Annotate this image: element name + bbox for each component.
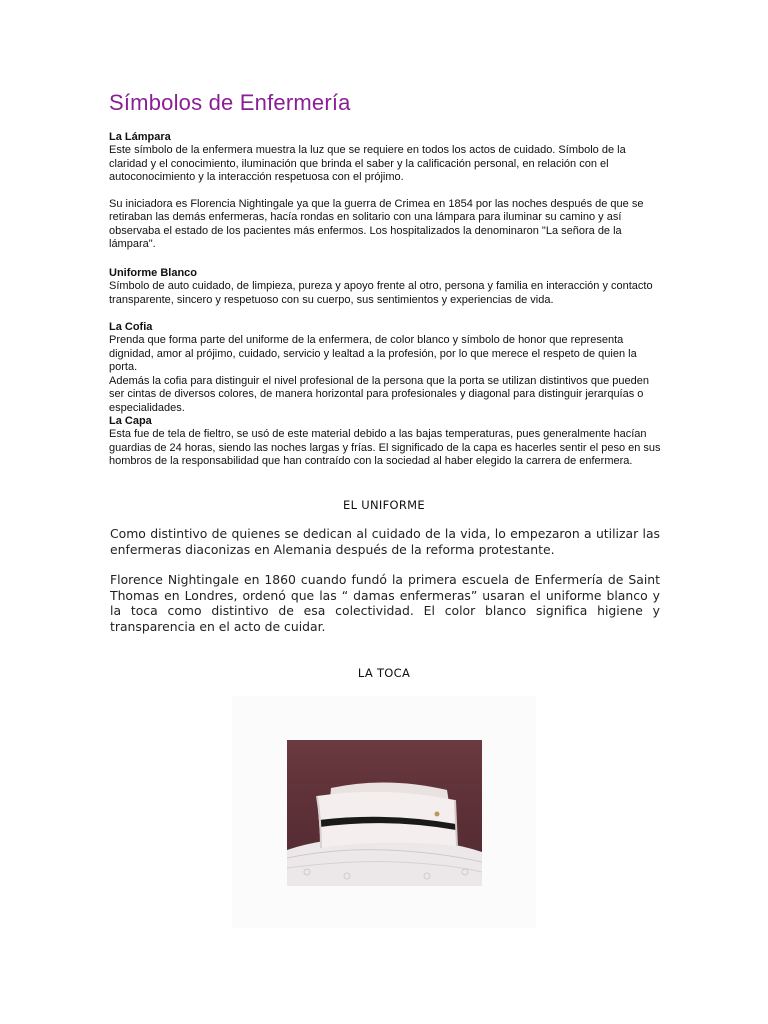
- section-paragraph: Su iniciadora es Florencia Nightingale ya que la guerra de Crimea en 1854 por las noches después de que se retiraban las demás enfermeras, hacía rondas en solitario con una lámpara para iluminar su camino y así observaba el estado de los pacientes más enfermos. Los hospitalizados la denominaron "La señora de la lámpara".: [109, 197, 644, 250]
- section-heading: La Lámpara: [109, 131, 171, 143]
- section-paragraph: Esta fue de tela de fieltro, se usó de este material debido a las bajas temperaturas, pues generalmente hacían guardias de 24 horas, siendo las noches largas y frías. El significado de la capa es hacerles sentir el peso en sus hombros de la responsabilidad que han contraído con la sociedad al haber elegido la carrera de enfermera.: [109, 428, 661, 467]
- section-paragraph: Este símbolo de la enfermera muestra la luz que se requiere en todos los actos de cuidado. Símbolo de la claridad y el conocimiento, iluminación que brinda el saber y la calificación personal, en relación con el autoconocimiento y la interacción respetuosa con el prójimo.: [109, 144, 626, 183]
- page-title: Símbolos de Enfermería: [109, 90, 351, 115]
- uniforme-paragraph: Como distintivo de quienes se dedican al cuidado de la vida, lo empezaron a utilizar las enfermeras diaconizas en Alemania después de la reforma protestante.: [110, 526, 660, 557]
- toca-title: LA TOCA: [357, 666, 411, 680]
- nurse-cap-photo: [287, 740, 482, 886]
- section-cofia: [109, 321, 661, 415]
- section-heading: La Capa: [109, 415, 152, 427]
- section-lampara: [109, 131, 661, 252]
- section-heading: Uniforme Blanco: [109, 267, 198, 279]
- section-uniforme-blanco: [109, 267, 661, 307]
- section-paragraph: Además la cofia para distinguir el nivel profesional de la persona que la porta se utilizan distintivos que pueden ser cintas de diversos colores, de manera horizontal para profesionales y diagonal para distinguir jerarquías o especialidades.: [109, 374, 649, 414]
- section-paragraph: Prenda que forma parte del uniforme de la enfermera, de color blanco y símbolo de honor que representa dignidad, amor al prójimo, cuidado, servicio y lealtad a la profesión, por lo que merece el respeto de quien la porta.: [109, 334, 637, 373]
- uniforme-title: EL UNIFORME: [343, 498, 425, 512]
- section-paragraph: Símbolo de auto cuidado, de limpieza, pureza y apoyo frente al otro, persona y familia en interacción y contacto transparente, sincero y respetuoso con su cuerpo, sus sentimientos y experiencias de vida.: [109, 280, 653, 306]
- section-heading: La Cofia: [109, 321, 153, 333]
- section-capa: [109, 415, 661, 469]
- nurse-cap-illustration: [287, 740, 482, 886]
- uniforme-paragraph: Florence Nightingale en 1860 cuando fundó la primera escuela de Enfermería de Saint Thomas en Londres, ordenó que las “ damas enfermeras” usaran el uniforme blanco y la toca como distintivo de esa colectividad. El color blanco significa higiene y transparencia en el acto de cuidar.: [110, 572, 660, 634]
